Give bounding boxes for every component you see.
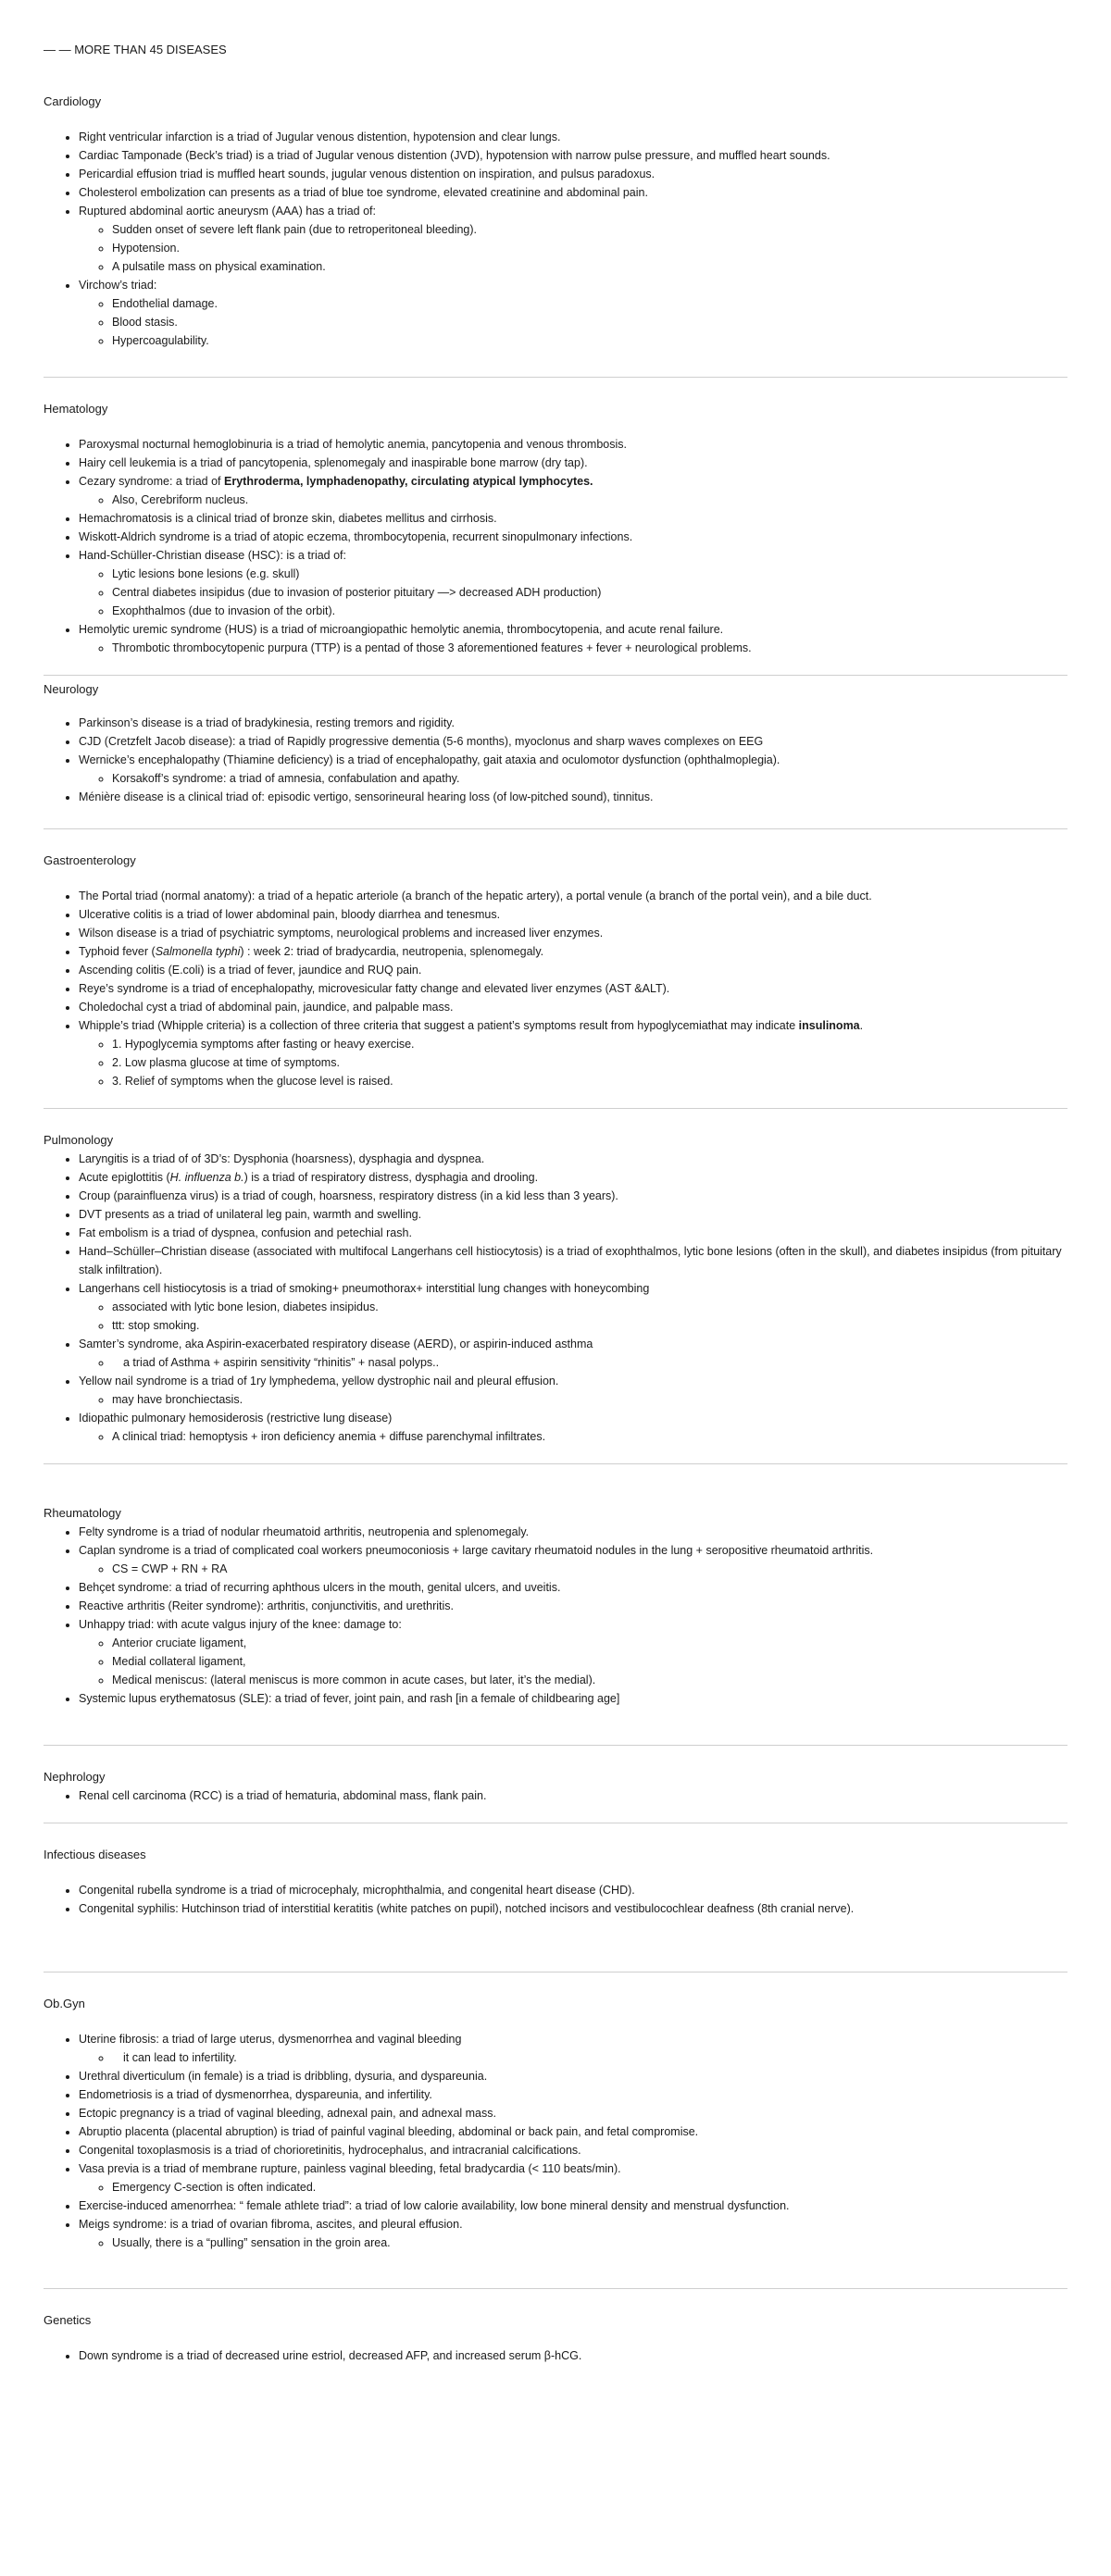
sub-list-item: ◦ Exophthalmos (due to invasion of the orbit). <box>112 602 1067 620</box>
infectious-list <box>44 1881 1067 1918</box>
section-neurology <box>44 680 1067 806</box>
section-title: Hematology <box>44 402 108 416</box>
list-item: • Congenital toxoplasmosis is a triad of chorioretinitis, hydrocephalus, and intracranial calcifications. <box>79 2141 1067 2159</box>
section-genetics <box>44 2311 1067 2365</box>
list-item-text: Typhoid fever ( <box>79 945 156 958</box>
section-divider <box>44 828 1067 829</box>
section-title: Neurology <box>44 682 99 696</box>
sub-list-item: ◦ Hypotension. <box>112 239 1067 257</box>
list-item <box>79 1372 1067 1409</box>
list-item: • Systemic lupus erythematosus (SLE): a triad of fever, joint pain, and rash [in a female of childbearing age] <box>79 1689 1067 1708</box>
list-item: • Wiskott-Aldrich syndrome is a triad of atopic eczema, thrombocytopenia, recurrent sinopulmonary infections. <box>79 528 1067 546</box>
list-item: • Down syndrome is a triad of decreased urine estriol, decreased AFP, and increased serum β-hCG. <box>79 2346 1067 2365</box>
list-item-text: Meigs syndrome: is a triad of ovarian fibroma, ascites, and pleural effusion. <box>79 2218 463 2231</box>
section-hematology <box>44 400 1067 657</box>
section-title: Genetics <box>44 2313 92 2327</box>
sub-list-item: ◦ ttt: stop smoking. <box>112 1316 1067 1335</box>
list-item <box>79 1409 1067 1446</box>
list-item: • Cholesterol embolization can presents as a triad of blue toe syndrome, elevated creatinine and abdominal pain. <box>79 183 1067 202</box>
list-item: • Wilson disease is a triad of psychiatric symptoms, neurological problems and increased liver enzymes. <box>79 924 1067 942</box>
section-divider <box>44 377 1067 378</box>
list-item: • Fat embolism is a triad of dyspnea, confusion and petechial rash. <box>79 1224 1067 1242</box>
list-item: • Congenital rubella syndrome is a triad of microcephaly, microphthalmia, and congenital heart disease (CHD). <box>79 1881 1067 1899</box>
sub-list-item: ◦ Sudden onset of severe left flank pain (due to retroperitoneal bleeding). <box>112 220 1067 239</box>
section-nephrology <box>44 1768 1067 1805</box>
list-item: • Urethral diverticulum (in female) is a triad is dribbling, dysuria, and dyspareunia. <box>79 2067 1067 2085</box>
list-item-text: . <box>859 1019 864 1032</box>
sub-list-item: ◦ Thrombotic thrombocytopenic purpura (TTP) is a pentad of those 3 aforementioned features + fever + neurological problems. <box>112 639 1067 657</box>
list-item-text: Langerhans cell histiocytosis is a triad of smoking+ pneumothorax+ interstitial lung changes with honeycombing <box>79 1282 650 1295</box>
list-item <box>79 1615 1067 1689</box>
list-item: • Endometriosis is a triad of dysmenorrhea, dyspareunia, and infertility. <box>79 2085 1067 2104</box>
sub-list-item: ◦ Anterior cruciate ligament, <box>112 1634 1067 1652</box>
list-item <box>79 620 1067 657</box>
list-item-text: ) is a triad of respiratory distress, dysphagia and drooling. <box>243 1171 539 1184</box>
list-item-text: Ruptured abdominal aortic aneurysm (AAA) has a triad of: <box>79 205 376 218</box>
sub-list <box>79 639 1067 657</box>
sub-list-item: ◦ a triad of Asthma + aspirin sensitivity “rhinitis” + nasal polyps.. <box>112 1353 1067 1372</box>
list-item: • DVT presents as a triad of unilateral leg pain, warmth and swelling. <box>79 1205 1067 1224</box>
sub-list-item: ◦ Lytic lesions bone lesions (e.g. skull) <box>112 565 1067 583</box>
cardiology-list <box>44 128 1067 350</box>
sub-list <box>79 491 1067 509</box>
list-item: • Ectopic pregnancy is a triad of vaginal bleeding, adnexal pain, and adnexal mass. <box>79 2104 1067 2122</box>
sub-list-item: ◦ A clinical triad: hemoptysis + iron deficiency anemia + diffuse parenchymal infiltrates. <box>112 1427 1067 1446</box>
list-item: • Choledochal cyst a triad of abdominal pain, jaundice, and palpable mass. <box>79 998 1067 1016</box>
list-item-text: Virchow’s triad: <box>79 279 157 292</box>
sub-list <box>79 1560 1067 1578</box>
list-item: • Paroxysmal nocturnal hemoglobinuria is a triad of hemolytic anemia, pancytopenia and venous thrombosis. <box>79 435 1067 454</box>
list-item-text: Unhappy triad: with acute valgus injury of the knee: damage to: <box>79 1618 402 1631</box>
section-title: Nephrology <box>44 1770 106 1784</box>
section-title: Cardiology <box>44 94 102 108</box>
list-item-text: Cezary syndrome: a triad of <box>79 475 225 488</box>
list-item: • Parkinson’s disease is a triad of bradykinesia, resting tremors and rigidity. <box>79 714 1067 732</box>
list-item: • Ascending colitis (E.coli) is a triad of fever, jaundice and RUQ pain. <box>79 961 1067 979</box>
list-item: • Behçet syndrome: a triad of recurring aphthous ulcers in the mouth, genital ulcers, and uveitis. <box>79 1578 1067 1597</box>
list-item: • Croup (parainfluenza virus) is a triad of cough, hoarsness, respiratory distress (in a kid less than 3 years). <box>79 1187 1067 1205</box>
list-item: • Right ventricular infarction is a triad of Jugular venous distention, hypotension and clear lungs. <box>79 128 1067 146</box>
sub-list <box>79 294 1067 350</box>
list-item: • Laryngitis is a triad of of 3D’s: Dysphonia (hoarsness), dysphagia and dyspnea. <box>79 1150 1067 1168</box>
list-item: • Exercise-induced amenorrhea: “ female athlete triad”: a triad of low calorie availability, low bone mineral density and menstrual dysfunction. <box>79 2196 1067 2215</box>
list-item <box>79 942 1067 961</box>
list-item <box>79 2215 1067 2252</box>
list-item-text: Idiopathic pulmonary hemosiderosis (restrictive lung disease) <box>79 1412 393 1425</box>
list-item-text: Wernicke’s encephalopathy (Thiamine deficiency) is a triad of encephalopathy, gait ataxia and oculomotor dysfunction (ophthalmoplegia). <box>79 753 780 766</box>
list-item-text: Acute epiglottitis ( <box>79 1171 170 1184</box>
sub-list-item: ◦ Medial collateral ligament, <box>112 1652 1067 1671</box>
list-item-text: Whipple’s triad (Whipple criteria) is a collection of three criteria that suggest a patient’s symptoms result from hypoglycemiathat may indicate <box>79 1019 799 1032</box>
list-item <box>79 1168 1067 1187</box>
sub-list-item: ◦ 2. Low plasma glucose at time of symptoms. <box>112 1053 1067 1072</box>
sub-list <box>79 2178 1067 2196</box>
list-item <box>79 2159 1067 2196</box>
section-title: Rheumatology <box>44 1506 121 1520</box>
list-item <box>79 2030 1067 2067</box>
section-title: Gastroenterology <box>44 853 136 867</box>
neurology-list <box>44 714 1067 806</box>
sub-list-item: ◦ Also, Cerebriform nucleus. <box>112 491 1067 509</box>
list-item: • Abruptio placenta (placental abruption) is triad of painful vaginal bleeding, abdominal or back pain, and fetal compromise. <box>79 2122 1067 2141</box>
sub-list-item: ◦ Korsakoff’s syndrome: a triad of amnesia, confabulation and apathy. <box>112 769 1067 788</box>
list-item <box>79 472 1067 509</box>
list-item: • CJD (Cretzfelt Jacob disease): a triad of Rapidly progressive dementia (5-6 months), myoclonus and sharp waves complexes on EEG <box>79 732 1067 751</box>
list-item: • Cardiac Tamponade (Beck’s triad) is a triad of Jugular venous distention (JVD), hypotension with narrow pulse pressure, and muffled heart sounds. <box>79 146 1067 165</box>
section-title: Ob.Gyn <box>44 1997 85 2010</box>
list-item: • Pericardial effusion triad is muffled heart sounds, jugular venous distention on inspiration, and pulsus paradoxus. <box>79 165 1067 183</box>
list-item: • Reye’s syndrome is a triad of encephalopathy, microvesicular fatty change and elevated liver enzymes (AST &ALT). <box>79 979 1067 998</box>
pulmonology-list <box>44 1150 1067 1446</box>
list-item: • Ménière disease is a clinical triad of: episodic vertigo, sensorineural hearing loss (of low-pitched sound), tinnitus. <box>79 788 1067 806</box>
list-item-text: Caplan syndrome is a triad of complicated coal workers pneumoconiosis + large cavitary rheumatoid nodules in the lung + seropositive rheumatoid arthritis. <box>79 1544 874 1557</box>
list-item-text: Hand-Schüller-Christian disease (HSC): is a triad of: <box>79 549 346 562</box>
hematology-list <box>44 435 1067 657</box>
sub-list-item: ◦ Blood stasis. <box>112 313 1067 331</box>
section-infectious <box>44 1846 1067 1918</box>
list-item-text: Vasa previa is a triad of membrane rupture, painless vaginal bleeding, fetal bradycardia (< 110 beats/min). <box>79 2162 621 2175</box>
sub-list-item: ◦ Endothelial damage. <box>112 294 1067 313</box>
list-item: • Ulcerative colitis is a triad of lower abdominal pain, bloody diarrhea and tenesmus. <box>79 905 1067 924</box>
list-item: • Hemachromatosis is a clinical triad of bronze skin, diabetes mellitus and cirrhosis. <box>79 509 1067 528</box>
sub-list-item: ◦ it can lead to infertility. <box>112 2048 1067 2067</box>
list-item: • Renal cell carcinoma (RCC) is a triad of hematuria, abdominal mass, flank pain. <box>79 1786 1067 1805</box>
sub-list-item: ◦ associated with lytic bone lesion, diabetes insipidus. <box>112 1298 1067 1316</box>
list-item <box>79 1016 1067 1090</box>
genetics-list <box>44 2346 1067 2365</box>
section-divider <box>44 1108 1067 1109</box>
section-gastroenterology <box>44 852 1067 1090</box>
section-rheumatology <box>44 1504 1067 1708</box>
section-cardiology <box>44 93 1067 350</box>
sub-list-item: ◦ CS = CWP + RN + RA <box>112 1560 1067 1578</box>
section-divider <box>44 1463 1067 1464</box>
list-item <box>79 1335 1067 1372</box>
sub-list <box>79 1390 1067 1409</box>
section-divider <box>44 675 1067 676</box>
list-item <box>79 1279 1067 1335</box>
list-item-text: Samter’s syndrome, aka Aspirin-exacerbated respiratory disease (AERD), or aspirin-induced asthma <box>79 1338 593 1350</box>
rheumatology-list <box>44 1523 1067 1708</box>
italic-text: H. influenza b. <box>169 1171 244 1184</box>
section-divider <box>44 1745 1067 1746</box>
list-item <box>79 276 1067 350</box>
list-item-text: Yellow nail syndrome is a triad of 1ry lymphedema, yellow dystrophic nail and pleural effusion. <box>79 1375 559 1388</box>
list-item <box>79 546 1067 620</box>
sub-list-item: ◦ Usually, there is a “pulling” sensation in the groin area. <box>112 2234 1067 2252</box>
sub-list-item: ◦ Medical meniscus: (lateral meniscus is more common in acute cases, but later, it’s the medial). <box>112 1671 1067 1689</box>
sub-list-item: ◦ 3. Relief of symptoms when the glucose level is raised. <box>112 1072 1067 1090</box>
sub-list-item: ◦ Hypercoagulability. <box>112 331 1067 350</box>
section-divider <box>44 2288 1067 2289</box>
sub-list-item: ◦ 1. Hypoglycemia symptoms after fasting or heavy exercise. <box>112 1035 1067 1053</box>
article-heading: — — MORE THAN 45 DISEASES <box>44 43 227 56</box>
sub-list-item: ◦ Central diabetes insipidus (due to invasion of posterior pituitary —> decreased ADH production) <box>112 583 1067 602</box>
nephrology-list <box>44 1786 1067 1805</box>
list-item: • Felty syndrome is a triad of nodular rheumatoid arthritis, neutropenia and splenomegaly. <box>79 1523 1067 1541</box>
sub-list <box>79 769 1067 788</box>
italic-text: Salmonella typhi <box>155 945 241 958</box>
sub-list <box>79 1353 1067 1372</box>
list-item <box>79 202 1067 276</box>
sub-list <box>79 1634 1067 1689</box>
bold-text: insulinoma <box>798 1019 860 1032</box>
list-item <box>79 1541 1067 1578</box>
list-item-text: ) : week 2: triad of bradycardia, neutropenia, splenomegaly. <box>240 945 544 958</box>
sub-list <box>79 2234 1067 2252</box>
sub-list-item: ◦ Emergency C-section is often indicated. <box>112 2178 1067 2196</box>
section-pulmonology <box>44 1131 1067 1446</box>
section-title: Pulmonology <box>44 1133 114 1147</box>
sub-list <box>79 1035 1067 1090</box>
bold-text: Erythroderma, lymphadenopathy, circulating atypical lymphocytes. <box>224 475 593 488</box>
sub-list <box>79 220 1067 276</box>
list-item-text: Uterine fibrosis: a triad of large uterus, dysmenorrhea and vaginal bleeding <box>79 2033 462 2046</box>
gastro-list <box>44 887 1067 1090</box>
sub-list-item: ◦ may have bronchiectasis. <box>112 1390 1067 1409</box>
list-item: • Hand–Schüller–Christian disease (associated with multifocal Langerhans cell histiocytosis) is a triad of exophthalmos, lytic bone lesions (often in the skull), and diabetes insipidus (from pituitary stalk infiltration). <box>79 1242 1067 1279</box>
sub-list <box>79 2048 1067 2067</box>
obgyn-list <box>44 2030 1067 2252</box>
list-item: • The Portal triad (normal anatomy): a triad of a hepatic arteriole (a branch of the hepatic artery), a portal venule (a branch of the portal vein), and a bile duct. <box>79 887 1067 905</box>
section-title: Infectious diseases <box>44 1848 146 1861</box>
sub-list <box>79 1298 1067 1335</box>
list-item: • Reactive arthritis (Reiter syndrome): arthritis, conjunctivitis, and urethritis. <box>79 1597 1067 1615</box>
list-item <box>79 751 1067 788</box>
sub-list <box>79 1427 1067 1446</box>
sub-list-item: ◦ A pulsatile mass on physical examination. <box>112 257 1067 276</box>
list-item: • Hairy cell leukemia is a triad of pancytopenia, splenomegaly and inaspirable bone marrow (dry tap). <box>79 454 1067 472</box>
section-obgyn <box>44 1995 1067 2252</box>
sub-list <box>79 565 1067 620</box>
list-item: • Congenital syphilis: Hutchinson triad of interstitial keratitis (white patches on pupil), notched incisors and vestibulocochlear deafness (8th cranial nerve). <box>79 1899 1067 1918</box>
list-item-text: Hemolytic uremic syndrome (HUS) is a triad of microangiopathic hemolytic anemia, thrombocytopenia, and acute renal failure. <box>79 623 724 636</box>
